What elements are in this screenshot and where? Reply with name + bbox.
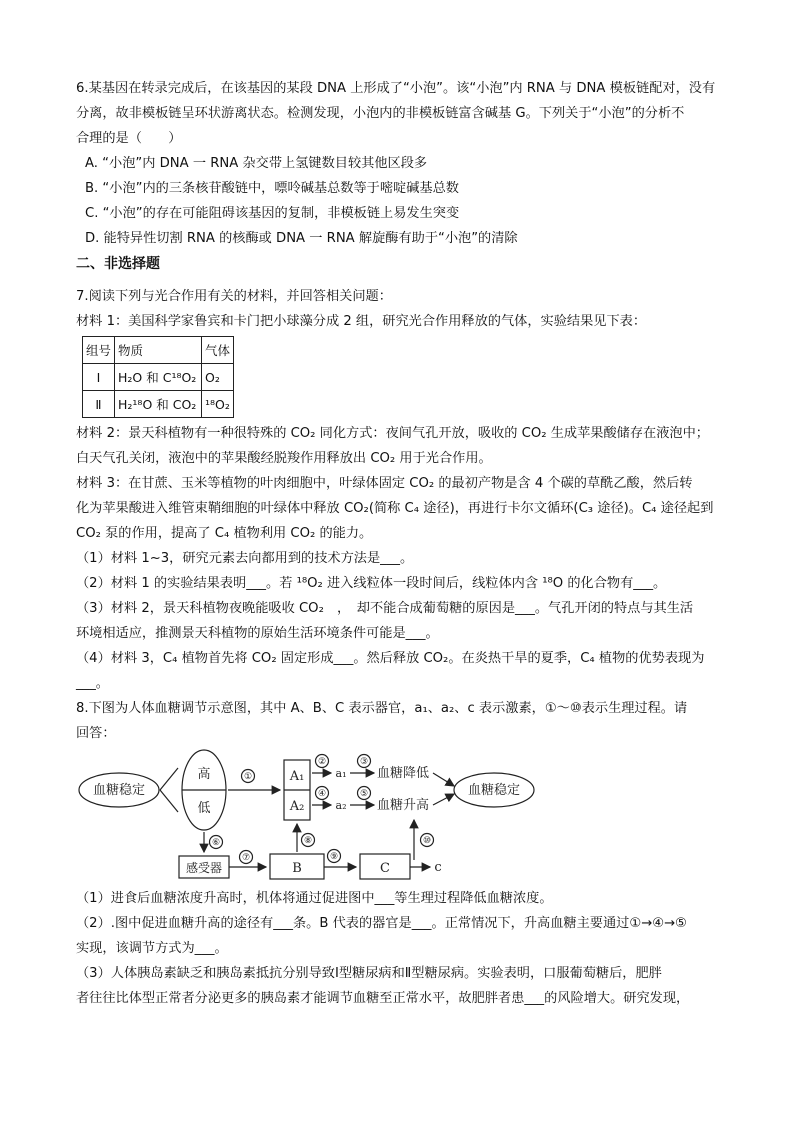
hormone-a1-label: a₁ [335, 767, 347, 780]
num-1: ① [243, 772, 253, 782]
q7-material-3-line-2: 化为苹果酸进入维管束鞘细胞的叶绿体中释放 CO₂(简称 C₄ 途径)，再进行卡尔文循环(C₃ 途径)。C₄ 途径起到 [76, 501, 714, 516]
q8-question-3-line-1: （3）人体胰岛素缺乏和胰岛素抵抗分别导致Ⅰ型糖尿病和Ⅱ型糖尿病。实验表明，口服葡萄糖后，肥胖 [76, 966, 662, 981]
table-row1-group: Ⅰ [83, 364, 115, 391]
q7-question-4-line-1: （4）材料 3，C₄ 植物首先将 CO₂ 固定形成___。然后释放 CO₂。在炎热干旱的夏季，C₄ 植物的优势表现为 [76, 651, 705, 666]
a1-organ-label: A₁ [289, 769, 305, 784]
table-row1-substance: H₂O 和 C¹⁸O₂ [115, 364, 202, 391]
q8-question-2-line-2: 实现，该调节方式为___。 [76, 941, 228, 956]
q8-stem-line-1: 8.下图为人体血糖调节示意图，其中 A、B、C 表示器官，a₁、a₂、c 表示激素，①～⑩表示生理过程。请 [76, 701, 688, 716]
num-5: ⑤ [359, 789, 369, 799]
q6-option-d: D. 能特异性切割 RNA 的核酶或 DNA 一 RNA 解旋酶有助于“小泡”的清除 [85, 231, 518, 246]
num-4: ④ [317, 789, 327, 799]
hormone-c-label: c [434, 860, 442, 875]
blood-sugar-diagram [76, 746, 656, 881]
organ-b-label: B [292, 861, 302, 876]
q7-material-2-line-2: 白天气孔关闭，液泡中的苹果酸经脱羧作用释放出 CO₂ 用于光合作用。 [76, 451, 492, 466]
num-3: ③ [359, 757, 369, 767]
sugar-drop-label: 血糖降低 [376, 766, 430, 781]
q8-question-1: （1）进食后血糖浓度升高时，机体将通过促进图中___等生理过程降低血糖浓度。 [76, 891, 553, 906]
num-9: ⑨ [329, 852, 339, 862]
chevron-up-line [160, 768, 178, 790]
num-6: ⑥ [211, 838, 221, 848]
table-row2-gas: ¹⁸O₂ [202, 391, 234, 418]
hormone-a2-label: a₂ [335, 799, 347, 812]
q6-option-b: B. “小泡”内的三条核苷酸链中，嘌呤碱基总数等于嘧啶碱基总数 [85, 181, 459, 196]
table-header-group: 组号 [83, 337, 115, 364]
stable-left-label: 血糖稳定 [92, 783, 146, 798]
q6-stem-line-1: 6.某基因在转录完成后，在该基因的某段 DNA 上形成了“小泡”。该“小泡”内 RNA 与 DNA 模板链配对，没有 [76, 81, 716, 96]
q7-question-4-line-2: ___。 [76, 676, 109, 691]
gas-result-table [82, 336, 234, 418]
arrow-rise-to-stable [433, 794, 454, 805]
q8-stem-line-2: 回答： [76, 726, 116, 741]
q7-question-2: （2）材料 1 的实验结果表明___。若 ¹⁸O₂ 进入线粒体一段时间后，线粒体内含 ¹⁸O 的化合物有___。 [76, 576, 667, 591]
q6-stem-line-2: 分离，故非模板链呈环状游离状态。检测发现，小泡内的非模板链富含碱基 G。下列关于“小泡”的分析不 [76, 106, 685, 121]
q8-question-2-line-1: （2）.图中促进血糖升高的途径有___条。B 代表的器官是___。正常情况下，升高血糖主要通过①→④→⑤ [76, 916, 687, 931]
q8-question-3-line-2: 者往往比体型正常者分泌更多的胰岛素才能调节血糖至正常水平，故肥胖者患___的风险增大。研究发现， [76, 991, 690, 1006]
arrow-drop-to-stable [433, 773, 454, 786]
q7-material-3-line-1: 材料 3：在甘蔗、玉米等植物的叶肉细胞中，叶绿体固定 CO₂ 的最初产物是含 4 个碳的草酰乙酸，然后转 [76, 476, 693, 491]
table-header-gas: 气体 [202, 337, 234, 364]
chevron-down-line [160, 790, 178, 812]
table-header-substance: 物质 [115, 337, 202, 364]
q7-question-3-line-1: （3）材料 2，景天科植物夜晚能吸收 CO₂ ， 却不能合成葡萄糖的原因是___。气孔开闭的特点与其生活 [76, 601, 694, 616]
q7-material-1: 材料 1：美国科学家鲁宾和卡门把小球藻分成 2 组，研究光合作用释放的气体，实验结果见下表： [76, 314, 647, 329]
organ-c-label: C [380, 861, 390, 876]
q7-material-3-line-3: CO₂ 泵的作用，提高了 C₄ 植物利用 CO₂ 的能力。 [76, 526, 373, 541]
q6-option-c: C. “小泡”的存在可能阻碍该基因的复制，非模板链上易发生突变 [85, 206, 460, 221]
num-8: ⑧ [303, 836, 313, 846]
q7-material-2-line-1: 材料 2：景天科植物有一种很特殊的 CO₂ 同化方式：夜间气孔开放，吸收的 CO₂ 生成苹果酸储存在液泡中； [76, 426, 709, 441]
num-7: ⑦ [241, 853, 251, 863]
section-title: 二、非选择题 [76, 256, 160, 272]
table-row1-gas: O₂ [202, 364, 234, 391]
receptor-label: 感受器 [185, 861, 223, 875]
high-label: 高 [197, 767, 211, 782]
num-2: ② [317, 757, 327, 767]
num-10: ⑩ [422, 836, 432, 846]
stable-right-label: 血糖稳定 [467, 783, 521, 798]
sugar-rise-label: 血糖升高 [376, 798, 430, 813]
q6-stem-line-3: 合理的是（ ） [76, 131, 182, 146]
q6-option-a: A. “小泡”内 DNA 一 RNA 杂交带上氢键数目较其他区段多 [85, 156, 428, 171]
q7-stem: 7.阅读下列与光合作用有关的材料，并回答相关问题： [76, 289, 392, 304]
q7-question-1: （1）材料 1~3，研究元素去向都用到的技术方法是___。 [76, 551, 414, 566]
table-row2-group: Ⅱ [83, 391, 115, 418]
q7-question-3-line-2: 环境相适应，推测景天科植物的原始生活环境条件可能是___。 [76, 626, 439, 641]
a2-organ-label: A₂ [289, 799, 305, 814]
low-label: 低 [197, 801, 211, 816]
table-row2-substance: H₂¹⁸O 和 CO₂ [115, 391, 202, 418]
